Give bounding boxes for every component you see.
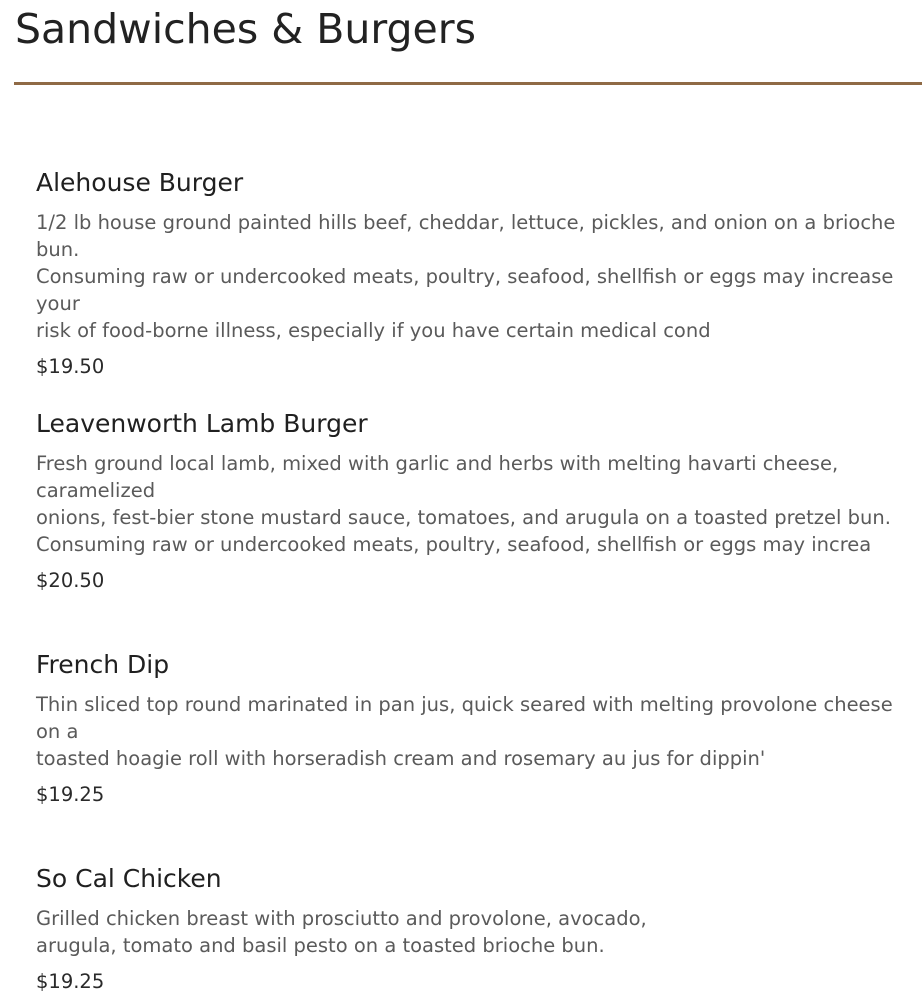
item-price: $19.25	[36, 783, 105, 806]
section-divider	[14, 82, 922, 85]
item-name: Alehouse Burger	[36, 168, 244, 197]
item-price: $19.25	[36, 970, 105, 993]
item-price: $20.50	[36, 569, 105, 592]
item-name: So Cal Chicken	[36, 864, 222, 893]
item-description: Thin sliced top round marinated in pan jus, quick seared with melting provolone cheese on a toasted hoagie roll with horseradish cream and rosemary au jus for dippin'	[36, 693, 893, 770]
item-description: Fresh ground local lamb, mixed with garlic and herbs with melting havarti cheese, caramelized onions, fest-bier stone mustard sauce, tomatoes, and arugula on a toasted pretzel bun. Consuming raw or undercooked meats, poultry, seafood, shellfish or eggs may increa	[36, 452, 891, 556]
item-price: $19.50	[36, 355, 105, 378]
section-title: Sandwiches & Burgers	[15, 5, 476, 53]
menu-item-french-dip[interactable]	[36, 650, 906, 808]
item-description: Grilled chicken breast with prosciutto and provolone, avocado, arugula, tomato and basil pesto on a toasted brioche bun.	[36, 907, 647, 957]
menu-item-leavenworth-lamb-burger[interactable]	[36, 409, 906, 594]
menu-item-alehouse-burger[interactable]	[36, 168, 906, 380]
item-name: Leavenworth Lamb Burger	[36, 409, 368, 438]
menu-item-so-cal-chicken[interactable]	[36, 864, 906, 995]
item-name: French Dip	[36, 650, 170, 679]
item-description: 1/2 lb house ground painted hills beef, cheddar, lettuce, pickles, and onion on a brioche bun. Consuming raw or undercooked meats, poultry, seafood, shellfish or eggs may increase your risk of food-borne illness, especially if you have certain medical cond	[36, 211, 896, 342]
